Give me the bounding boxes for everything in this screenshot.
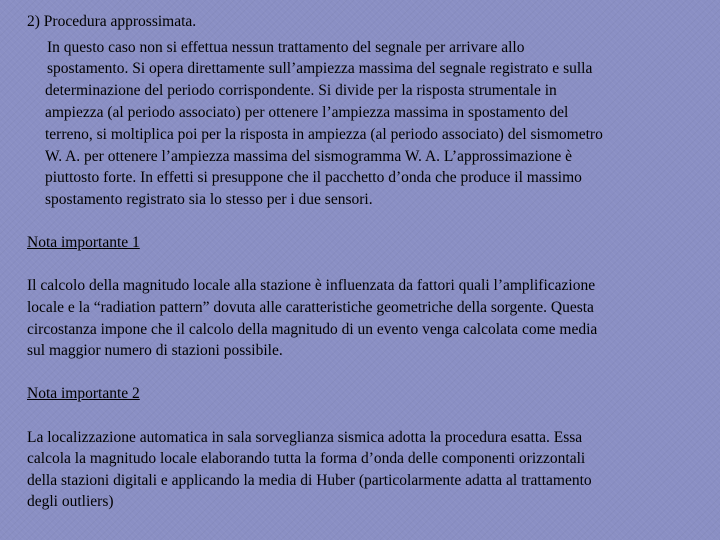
note-line: sul maggior numero di stazioni possibile.	[27, 342, 283, 359]
section-heading: 2) Procedura approssimata.	[27, 13, 197, 30]
note-line: Il calcolo della magnitudo locale alla stazione è influenzata da fattori quali l’amplificazione	[27, 277, 596, 294]
paragraph-line: spostamento registrato sia lo stesso per i due sensori.	[45, 191, 373, 208]
note-title: Nota importante 2	[27, 385, 140, 402]
note-line: circostanza impone che il calcolo della magnitudo di un evento venga calcolata come media	[27, 321, 598, 338]
paragraph-line: spostamento. Si opera direttamente sull’ampiezza massima del segnale registrato e sulla	[47, 60, 593, 77]
note-line: La localizzazione automatica in sala sorveglianza sismica adotta la procedura esatta. Essa	[27, 429, 583, 446]
note-line: locale e la “radiation pattern” dovuta alle caratteristiche geometriche della sorgente. Questa	[27, 299, 594, 316]
paragraph-line: determinazione del periodo corrispondente. Si divide per la risposta strumentale in	[45, 82, 557, 99]
paragraph-line: piuttosto forte. In effetti si presuppone che il pacchetto d’onda che produce il massimo	[45, 169, 582, 186]
paragraph-line: W. A. per ottenere l’ampiezza massima del sismogramma W. A. L’approssimazione è	[45, 148, 573, 165]
note-title: Nota importante 1	[27, 234, 140, 251]
note-line: degli outliers)	[27, 493, 114, 510]
paragraph-line: terreno, si moltiplica poi per la risposta in ampiezza (al periodo associato) del sismometro	[45, 126, 603, 143]
note-line: calcola la magnitudo locale elaborando tutta la forma d’onda delle componenti orizzontali	[27, 450, 586, 467]
paragraph-line: ampiezza (al periodo associato) per ottenere l’ampiezza massima in spostamento del	[45, 104, 569, 121]
note-line: della stazioni digitali e applicando la media di Huber (particolarmente adatta al trattamento	[27, 472, 592, 489]
paragraph-line: In questo caso non si effettua nessun trattamento del segnale per arrivare allo	[47, 39, 525, 56]
